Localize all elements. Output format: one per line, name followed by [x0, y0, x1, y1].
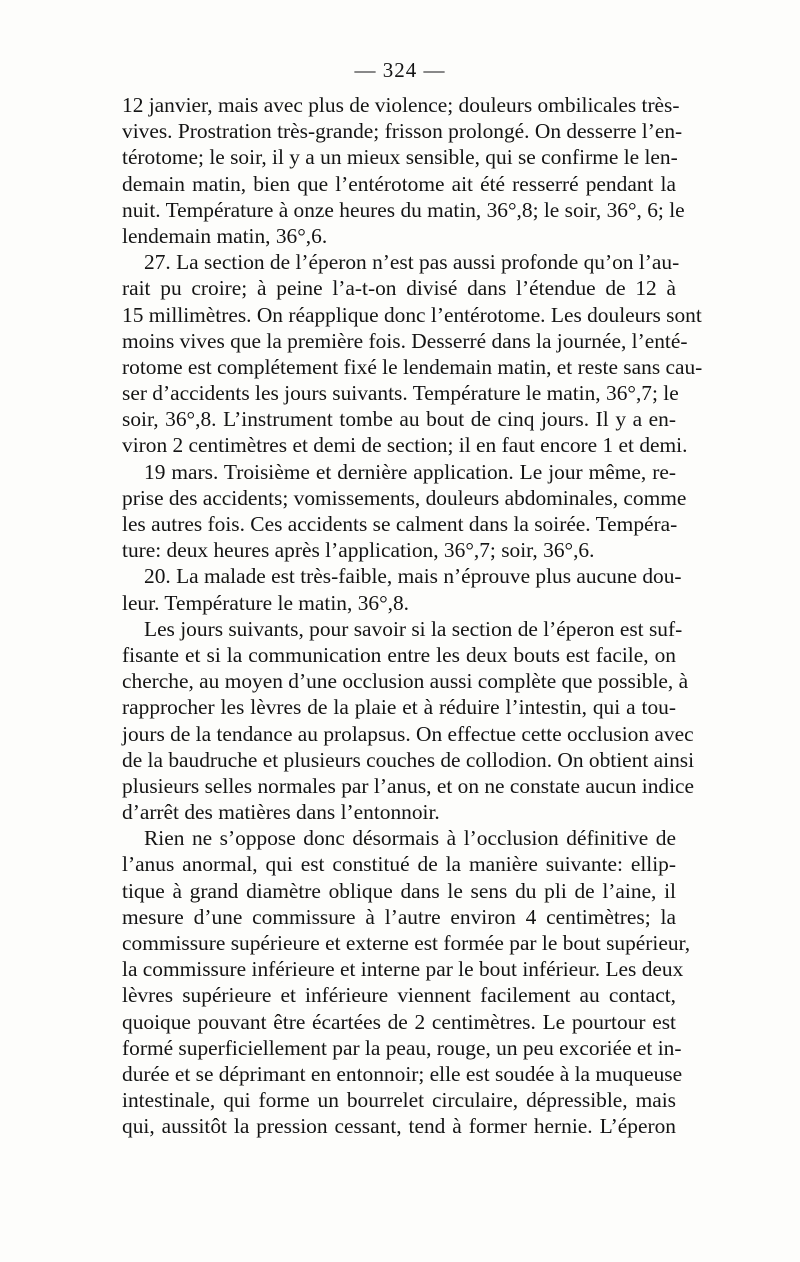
text-line: demain matin, bien que l’entérotome ait été resserré pendant la — [122, 171, 676, 196]
text-line: rapprocher les lèvres de la plaie et à réduire l’intestin, qui a tou- — [122, 695, 676, 720]
text-line: jours de la tendance au prolapsus. On effectue cette occlusion avec — [122, 721, 694, 746]
text-line: Les jours suivants, pour savoir si la section de l’éperon est suf- — [144, 616, 683, 641]
text-line: d’arrêt des matières dans l’entonnoir. — [122, 800, 440, 825]
body-text — [122, 92, 703, 1140]
text-line: tique à grand diamètre oblique dans le sens du pli de l’aine, il — [122, 878, 676, 903]
text-line: 27. La section de l’éperon n’est pas aussi profonde qu’on l’au- — [144, 250, 680, 275]
text-line: lendemain matin, 36°,6. — [122, 223, 328, 248]
text-line: ture: deux heures après l’application, 36°,7; soir, 36°,6. — [122, 538, 595, 563]
text-line: durée et se déprimant en entonnoir; elle est soudée à la muqueuse — [122, 1061, 683, 1086]
text-line: les autres fois. Ces accidents se calment dans la soirée. Tempéra- — [122, 512, 678, 536]
text-line: soir, 36°,8. L’instrument tombe au bout de cinq jours. Il y a en- — [122, 407, 676, 432]
text-line: 20. La malade est très-faible, mais n’éprouve plus aucune dou- — [144, 564, 682, 589]
text-line: formé superficiellement par la peau, rouge, un peu excoriée et in- — [122, 1035, 682, 1060]
text-line: mesure d’une commissure à l’autre environ 4 centimètres; la — [122, 904, 676, 929]
text-line: 19 mars. Troisième et dernière application. Le jour même, re- — [144, 459, 676, 484]
text-line: prise des accidents; vomissements, douleurs abdominales, comme — [122, 485, 687, 510]
text-line: commissure supérieure et externe est formée par le bout supérieur, — [122, 931, 691, 955]
text-line: de la baudruche et plusieurs couches de collodion. On obtient ainsi — [122, 747, 695, 772]
text-line: térotome; le soir, il y a un mieux sensible, qui se confirme le len- — [122, 145, 678, 170]
text-line: leur. Température le matin, 36°,8. — [122, 590, 410, 615]
text-line: qui, aussitôt la pression cessant, tend à former hernie. L’éperon — [122, 1114, 676, 1139]
text-line: plusieurs selles normales par l’anus, et on ne constate aucun indice — [122, 773, 695, 798]
text-line: moins vives que la première fois. Desserré dans la journée, l’enté- — [122, 328, 688, 353]
text-line: l’anus anormal, qui est constitué de la manière suivante: ellip- — [122, 852, 676, 877]
text-line: la commissure inférieure et interne par le bout inférieur. Les deux — [122, 957, 684, 982]
text-line: ser d’accidents les jours suivants. Température le matin, 36°,7; le — [122, 381, 679, 406]
page-number: — 324 — — [354, 58, 446, 82]
text-line: intestinale, qui forme un bourrelet circulaire, dépressible, mais — [122, 1088, 676, 1113]
text-line: 12 janvier, mais avec plus de violence; douleurs ombilicales très- — [122, 93, 680, 117]
text-line: rotome est complétement fixé le lendemain matin, et reste sans cau- — [122, 354, 703, 379]
text-line: rait pu croire; à peine l’a-t-on divisé dans l’étendue de 12 à — [122, 276, 676, 301]
text-line: fisante et si la communication entre les deux bouts est facile, on — [122, 642, 676, 667]
text-line: nuit. Température à onze heures du matin, 36°,8; le soir, 36°, 6; le — [122, 197, 685, 222]
text-line: viron 2 centimètres et demi de section; il en faut encore 1 et demi. — [122, 433, 688, 458]
text-line: quoique pouvant être écartées de 2 centimètres. Le pourtour est — [122, 1009, 676, 1034]
text-line: vives. Prostration très-grande; frisson prolongé. On desserre l’en- — [122, 119, 683, 144]
text-line: cherche, au moyen d’une occlusion aussi complète que possible, à — [122, 669, 689, 694]
text-line: Rien ne s’oppose donc désormais à l’occlusion définitive de — [144, 826, 676, 851]
text-line: 15 millimètres. On réapplique donc l’entérotome. Les douleurs sont — [122, 302, 702, 327]
text-line: lèvres supérieure et inférieure viennent facilement au contact, — [122, 983, 676, 1008]
